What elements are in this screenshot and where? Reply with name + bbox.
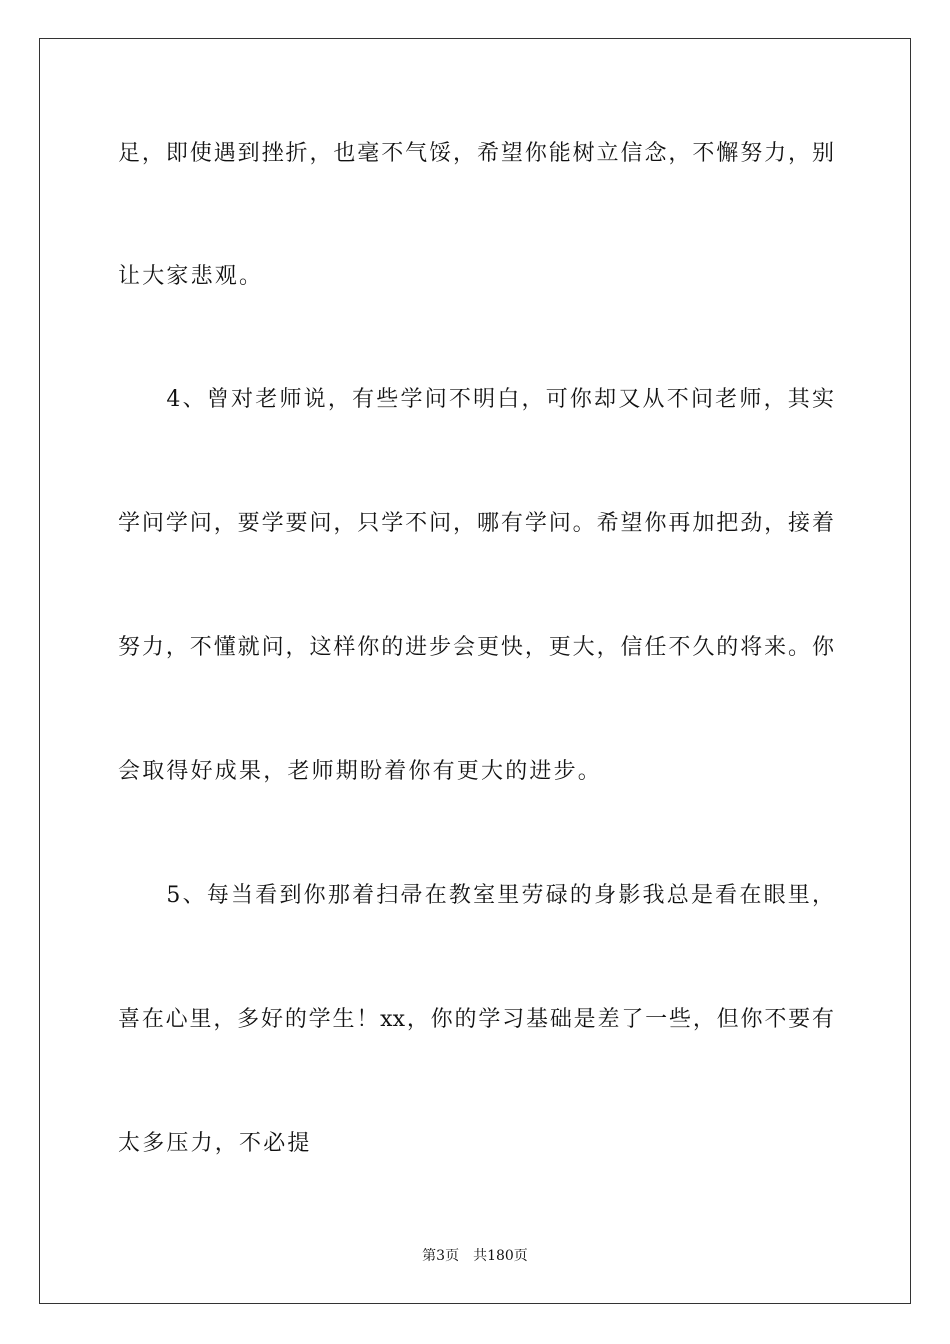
page-footer (0, 1246, 950, 1266)
text-line: 会取得好成果，老师期盼着你有更大的进步。 (118, 759, 603, 784)
text-line: 太多压力，不必提 (118, 1131, 312, 1156)
text-line: 让大家悲观。 (118, 264, 264, 289)
text-line: 努力，不懂就问，这样你的进步会更快，更大，信任不久的将来。你 (118, 635, 834, 660)
text-line: 5、每当看到你那着扫帚在教室里劳碌的身影我总是看在眼里， (118, 883, 834, 908)
page-number: 第3页 共180页 (422, 1248, 528, 1264)
page-border (39, 38, 911, 1304)
text-line: 足，即使遇到挫折，也毫不气馁，希望你能树立信念，不懈努力，别 (118, 141, 834, 166)
text-line: 4、曾对老师说，有些学问不明白，可你却又从不问老师，其实 (118, 387, 834, 412)
text-line: 喜在心里，多好的学生！xx，你的学习基础是差了一些，但你不要有 (118, 1007, 834, 1032)
text-line: 学问学问，要学要问，只学不问，哪有学问。希望你再加把劲，接着 (118, 511, 834, 536)
